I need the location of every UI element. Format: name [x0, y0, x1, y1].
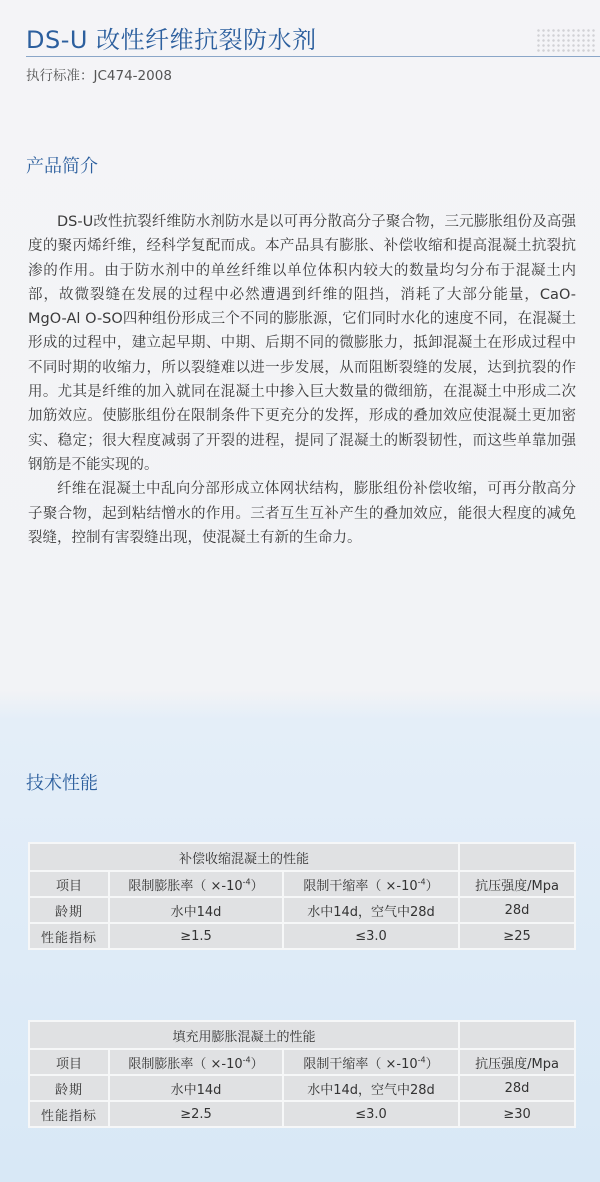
- intro-heading: 产品简介: [26, 156, 98, 177]
- table-row: [29, 1075, 575, 1101]
- cell-age-shrinkage: 水中14d，空气中28d: [283, 897, 459, 923]
- header-expansion-close: ）: [250, 1056, 264, 1072]
- table-row: [29, 1021, 575, 1049]
- cell-age-expansion: 水中14d: [109, 1075, 283, 1101]
- header-shrinkage-label: 限制干缩率（ ×-10: [303, 878, 418, 894]
- header-shrinkage-close: ）: [425, 1056, 439, 1072]
- table-caption-blank: [459, 1021, 575, 1049]
- intro-paragraph: 纤维在混凝土中乱向分部形成立体网状结构，膨胀组份补偿收缩，可再分散高分子聚合物，起到粘结憎水的作用。三者互生互补产生的叠加效应，能很大程度的减免裂缝，控制有害裂缝出现，使混凝土有新的生命力。: [28, 481, 576, 546]
- header-compressive-strength: 抗压强度/Mpa: [459, 871, 575, 897]
- header-shrinkage-rate: [283, 871, 459, 897]
- row-label-index: 性能指标: [29, 923, 109, 949]
- header-compressive-strength: 抗压强度/Mpa: [459, 1049, 575, 1075]
- table-row: [29, 1049, 575, 1075]
- header-expansion-exponent: -4: [242, 877, 251, 887]
- table-caption: 填充用膨胀混凝土的性能: [29, 1021, 459, 1049]
- cell-index-expansion: ≥2.5: [109, 1101, 283, 1127]
- intro-body: [28, 210, 576, 550]
- cell-index-shrinkage: ≤3.0: [283, 923, 459, 949]
- header-expansion-rate: [109, 1049, 283, 1075]
- header-item: 项目: [29, 871, 109, 897]
- table-caption: 补偿收缩混凝土的性能: [29, 843, 459, 871]
- cell-age-expansion: 水中14d: [109, 897, 283, 923]
- header-item: 项目: [29, 1049, 109, 1075]
- table-row: [29, 897, 575, 923]
- cell-age-shrinkage: 水中14d，空气中28d: [283, 1075, 459, 1101]
- intro-paragraph: DS-U改性抗裂纤维防水剂防水是以可再分散高分子聚合物，三元膨胀组份及高强度的聚丙烯纤维，经科学复配而成。本产品具有膨胀、补偿收缩和提高混凝土抗裂抗渗的作用。由于防水剂中的单丝纤维以单位体积内较大的数量均匀分布于混凝土内部，故微裂缝在发展的过程中必然遭遇到纤维的阻挡，消耗了大部分能量，CaO-MgO-Al O-SO四种组份形成三个不同的膨胀源，它们同时水化的速度不同，在混凝土形成的过程中，建立起早期、中期、后期不同的微膨胀力，抵卸混凝土在形成过程中不同时期的收缩力，所以裂缝难以进一步发展，从而阻断裂缝的发展，达到抗裂的作用。尤其是纤维的加入就同在混凝土中掺入巨大数量的微细筋，在混凝土中形成二次加筋效应。使膨胀组份在限制条件下更充分的发挥，形成的叠加效应使混凝土更加密实、稳定；很大程度减弱了开裂的进程，提同了混凝土的断裂韧性，而这些单靠加强钢筋是不能实现的。: [28, 214, 576, 473]
- table-row: [29, 871, 575, 897]
- header-shrinkage-label: 限制干缩率（ ×-10: [303, 1056, 418, 1072]
- table-row: [29, 843, 575, 871]
- cell-age-strength: 28d: [459, 1075, 575, 1101]
- header-expansion-exponent: -4: [242, 1055, 251, 1065]
- cell-index-strength: ≥30: [459, 1101, 575, 1127]
- spec-table-compensating: [28, 842, 576, 950]
- header-expansion-label: 限制膨胀率（ ×-10: [128, 1056, 243, 1072]
- header-shrinkage-exponent: -4: [417, 877, 426, 887]
- title-divider: [26, 56, 600, 57]
- execution-standard: 执行标准：JC474-2008: [26, 68, 172, 84]
- decorative-dot-pattern: [536, 28, 596, 52]
- table-row: [29, 1101, 575, 1127]
- table-caption-blank: [459, 843, 575, 871]
- cell-index-shrinkage: ≤3.0: [283, 1101, 459, 1127]
- header-shrinkage-rate: [283, 1049, 459, 1075]
- header-expansion-label: 限制膨胀率（ ×-10: [128, 878, 243, 894]
- cell-index-strength: ≥25: [459, 923, 575, 949]
- header-shrinkage-close: ）: [425, 878, 439, 894]
- row-label-index: 性能指标: [29, 1101, 109, 1127]
- header-expansion-close: ）: [250, 878, 264, 894]
- header-expansion-rate: [109, 871, 283, 897]
- header-shrinkage-exponent: -4: [417, 1055, 426, 1065]
- tech-heading: 技术性能: [26, 773, 98, 794]
- cell-age-strength: 28d: [459, 897, 575, 923]
- row-label-age: 龄期: [29, 1075, 109, 1101]
- table-row: [29, 923, 575, 949]
- cell-index-expansion: ≥1.5: [109, 923, 283, 949]
- page-title: DS-U 改性纤维抗裂防水剂: [26, 26, 317, 54]
- row-label-age: 龄期: [29, 897, 109, 923]
- spec-table-filling: [28, 1020, 576, 1128]
